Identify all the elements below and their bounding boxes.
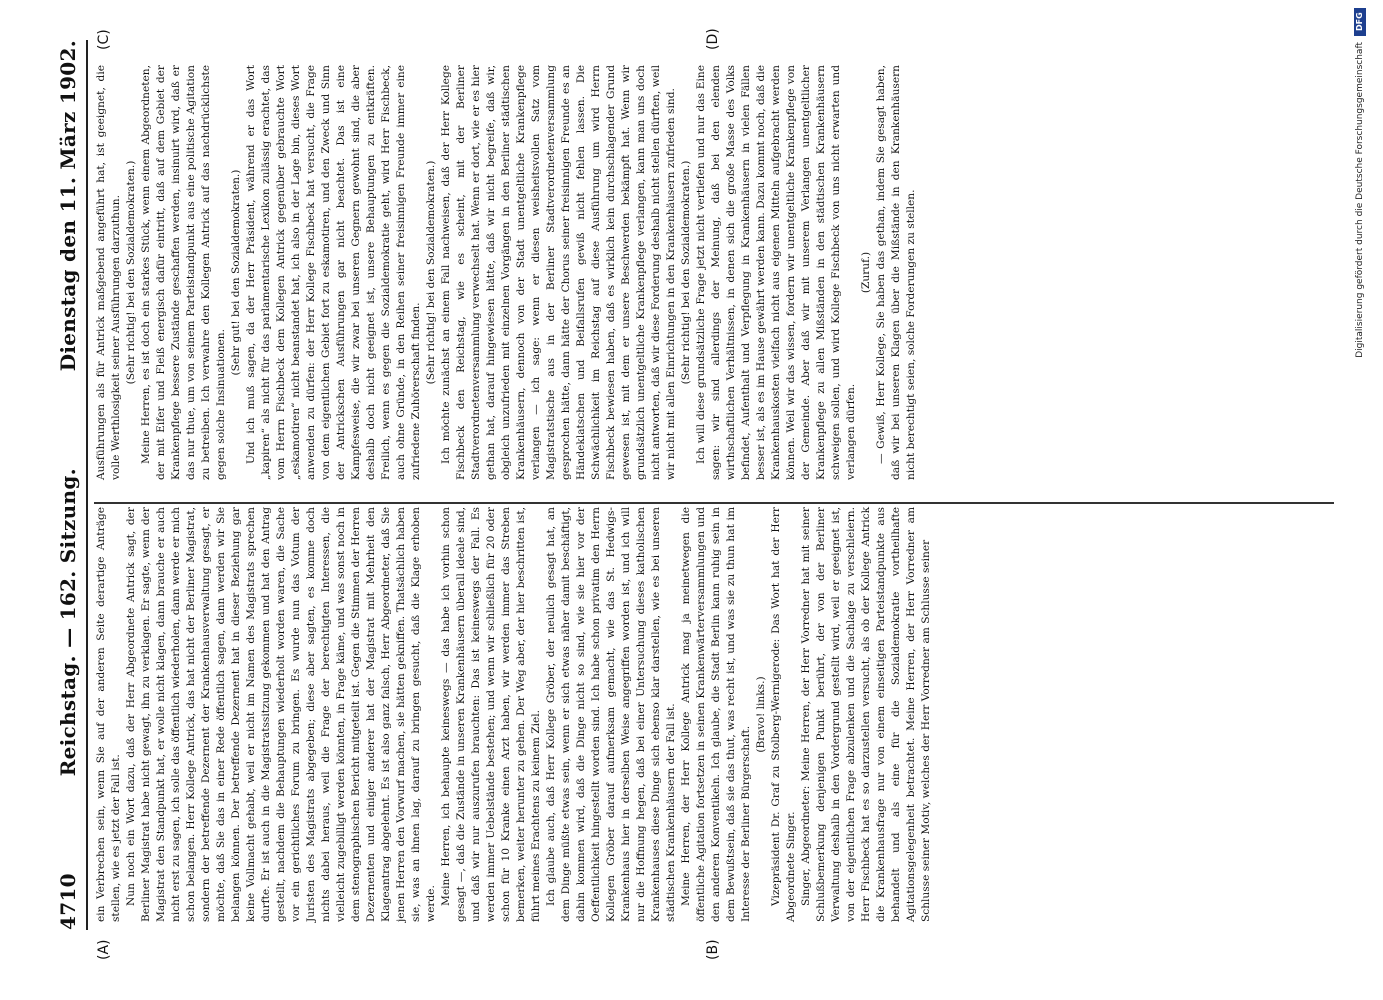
paragraph: Ich glaube auch, daß Herr Kollege Gröber, der neulich gesagt hat, an dem Dinge müßte etwas sein, wenn er sich etwas näher damit beschäftigt, dahin kommen wird, daß die Dinge nicht so sind, wie sie hier vor der Oeffentlichkeit hingestellt worden sind. Ich habe schon privatim den Herrn Kollegen Gröber darauf aufmerksam gemacht, wie das St. Hedwigs-Krankenhaus hier in derselben Weise angegriffen worden ist, und ich will nur die Hoffnung hegen, daß bei einer Untersuchung dieses katholischen Krankenhauses diese Dinge sich ebenso klar darstellen, wie es bei unseren städtischen Krankenhäusern der Fall ist. [545,507,677,922]
paragraph: Meine Herren, der Herr Kollege Antrick mag ja meinetwegen die öffentliche Agitation fortsetzen in seinen Krankenwärterversammlungen und den anderen Konventikeln. Ich glaube, die Stadt Berlin kann ruhig sein in dem Bewußtsein, daß sie das thut, was recht ist, und was sie zu thun hat im Interesse der Berliner Bürgerschaft. [680,507,752,922]
interjection: (Zuruf.) [860,251,872,294]
paragraph: Singer, Abgeordneter: Meine Herren, der Herr Vorredner hat mit seiner Schlußbemerkung denjenigen Punkt berührt, der von der Berliner Verwaltung deshalb in den Vordergrund gestellt wird, weil er geeignet ist, von der eigentlichen Frage abzulenken und die Sachlage zu verschleiern. Herr Fischbeck hat es so darzustellen versucht, als ob der Kollege Antrick die Krankenhausfrage nur von einem einseitigen Parteistandpunkte aus behandelt und als eine für die Sozialdemokratie vortheilhafte Agitationsgelegenheit betrachtet. Meine Herren, der Herr Vorredner am Schlusse seiner Motiv, welches der Herr Vorredner am Schlusse seiner [800,507,932,922]
paragraph: Ich möchte zunächst an einem Fall nachweisen, daß der Herr Kollege Fischbeck den Reichstag, wie es scheint, mit der Berliner Stadtverordnetenversammlung verwechselt hat. Wenn er dort, wie er es hier gethan hat, darauf hingewiesen hätte, daß wir nicht begreife, daß wir, obgleich unzufrieden mit einzelnen Vorgängen in den Berliner städtischen Krankenhäusern, dennoch von der Stadt unentgeltliche Krankenpflege verlangen — ich sage: wenn er diesen weisheitsvollen Satz vom Magistratstische aus in der Berliner Stadtverordnetenversammlung gesprochen hätte, dann hätte der Chorus seiner freisinnigen Freunde es an Händeklatschen und Beifallsrufen gewiß nicht fehlen lassen. Die Schwächlichkeit im Reichstag auf diese Ausführung um wird Herrn Fischbeck bewiesen haben, daß es wirklich kein durchschlagender Grund gewesen ist, mit dem er unsere Beschwerden bekämpft hat. Wenn wir grundsätzlich unentgeltliche Krankenpflege verlangen, kann man uns doch nicht antworten, daß wir diese Forderung deshalb nicht stellen dürften, weil wir nicht mit allen Einrichtungen in den Krankenhäusern zufrieden sind. [440,65,677,480]
funding-note: Digitalisierung gefördert durch die Deutsche Forschungsgemeinschaft [1355,42,1365,358]
column-divider [94,502,1334,504]
header-rule [86,40,88,930]
paragraph: ein Verbrechen sein, wenn Sie auf der anderen Seite derartige Anträge stellen, wie es jetzt der Fall ist. [95,507,122,922]
paragraph: Und ich muß sagen, da der Herr Präsident, während er das Wort „kapiren“ als nicht für das parlamentarische Lexikon zulässig erachtet, das vom Herrn Fischbeck dem Kollegen Antrick gegenüber gebrauchte Wort „eskamotiren“ nicht beanstandet hat, ich also in der Lage bin, dieses Wort anwenden zu dürfen: der Herr Kollege Fischbeck hat versucht, die Frage von dem eigentlichen Gebiet fort zu eskamotiren, und den Zweck und Sinn der Antrickschen Ausführungen gar nicht beachtet. Das ist eine Kampfesweise, die wir zwar bei unseren Gegnern gewohnt sind, die aber deshalb doch nicht geeignet ist, unsere Behauptungen zu entkräften. Freilich, wenn es gegen die Sozialdemokratie geht, wird Herr Fischbeck, auch ohne Gründe, in den Reihen seiner freisinnigen Freunde immer eine zufriedene Zuhörerschaft finden. [245,65,422,480]
paragraph: Ausführungen als für Antrick maßgebend angeführt hat, ist geeignet, die volle Werthlosigkeit seiner Ausführungen darzuthun. [95,65,122,480]
paragraph: Nun noch ein Wort dazu, daß der Herr Abgeordnete Antrick sagt, der Berliner Magistrat habe nicht gewagt, ihn zu verklagen. Er sagte, wenn der Magistrat den Standpunkt hat, er wolle nicht klagen, dann brauche er auch nicht erst zu sagen, ich solle das öffentlich wiederholen, dann werde er mich schon belangen. Herr Kollege Antrick, das hat nicht der Berliner Magistrat, sondern der betreffende Dezernent der Krankenhausverwaltung gesagt, er möchte, daß Sie das in einer Rede öffentlich sagen, dann werden wir Sie belangen können. Der betreffende Dezernent hat in dieser Beziehung gar keine Vollmacht gehabt, weil er nicht im Namen des Magistrats sprechen durfte. Er ist auch in die Magistratssitzung gekommen und hat den Antrag gestellt, nachdem die Behauptungen wiederholt worden waren, die Sache vor ein gerichtliches Forum zu bringen. Es wurde nun das Votum der Juristen des Magistrats abgegeben; diese aber sagten, es komme doch nichts dabei heraus, weil die Frage der berechtigten Interessen, die vielleicht zugebilligt werden könnten, in Frage käme, und was sonst noch in dem stenographischen Bericht mitgeteilt ist. Gegen die Stimmen der Herren Dezernenten und einiger anderer hat der Magistrat mit Mehrheit den Klageantrag abgelehnt. Es ist also ganz falsch, Herr Abgeordneter, daß Sie jenen Herren den Vorwurf machen, sie hätten gekniffen. Thatsächlich haben sie, was an ihnen lag, darauf zu bringen gesucht, daß die Klage erhoben werde. [125,507,437,922]
paragraph: — Gewiß, Herr Kollege, Sie haben das gethan, indem Sie gesagt haben, daß wir bei unseren Klagen über die Mißstände in den Krankenhäusern nicht berechtigt seien, solche Forderungen zu stellen. [875,65,917,480]
paragraph: Meine Herren, ich behaupte keineswegs — das habe ich vorhin schon gesagt —, daß die Zustände in unseren Krankenhäusern überall ideale sind, und daß wir nur auszurufen brauchten: Das ist keineswegs der Fall. Es werden immer Uebelstände bestehen; und wenn wir schließlich für 20 oder schon für 10 Kranke einen Arzt haben, wir werden immer das Streben bemerken, weiter herunter zu gehen. Der Weg aber, der hier beschritten ist, führt meines Erachtens zu keinem Ziel. [440,507,542,922]
digitization-sidebar [1345,0,1375,1000]
interjection: (Sehr richtig! bei den Sozialdemokraten.) [125,160,137,385]
page-header [46,40,80,930]
interjection: (Sehr richtig! bei den Sozialdemokraten.) [680,160,692,385]
interjection: (Sehr gut! bei den Sozialdemokraten.) [230,169,242,376]
running-title: Reichstag. — 162. Sitzung. [56,468,80,777]
text-column-left [94,507,934,922]
paragraph: Meine Herren, es ist doch ein starkes Stück, wenn einem Abgeordneten, der mit Eifer und Fleiß energisch dafür eintritt, daß auf dem Gebiet der Krankenpflege bessere Zustände geschaffen werden, insinuirt wird, daß er das nur thue, um von seinem Parteistandpunkt aus eine politische Agitation zu betreiben. Ich verwahre den Kollegen Antrick auf das nachdrücklichste gegen solche Insinuationen. [140,65,227,480]
interjection: (Sehr richtig! bei den Sozialdemokraten.) [425,160,437,385]
margin-mark-d: (D) [705,28,721,50]
margin-mark-c: (C) [96,29,112,50]
dfg-logo: DFG [1354,8,1366,36]
session-date: Dienstag den 11. März 1902. [56,40,80,372]
paragraph: Ich will diese grundsätzliche Frage jetzt nicht vertiefen und nur das Eine sagen: wir sind allerdings der Meinung, daß bei den elenden wirthschaftlichen Verhältnissen, in denen sich die große Masse des Volks befindet, Aufenthalt und Verpflegung in Krankenhäusern in vielen Fällen besser ist, als es im Hause gewährt werden kann. Dazu kommt noch, daß die Krankenhauskosten vielfach nicht aus eigenen Mitteln aufgebracht werden können. Weil wir das wissen, fordern wir unentgeltliche Krankenpflege von der Gemeinde. Aber daß wir mit unserem Verlangen unentgeltlicher Krankenpflege zu allen Mißständen in den städtischen Krankenhäusern schweigen sollen, und wird Kollege Fischbeck von uns nicht erwarten und verlangen dürfen. [695,65,857,480]
margin-mark-b: (B) [705,939,721,960]
speaker-intro: Vizepräsident Dr. Graf zu Stolberg-Wernigerode: Das Wort hat der Herr Abgeordnete Singer. [770,507,797,922]
margin-mark-a: (A) [96,939,112,960]
page-number: 4710 [56,873,80,930]
interjection: (Bravo! links.) [755,676,767,753]
text-column-right [94,65,919,480]
